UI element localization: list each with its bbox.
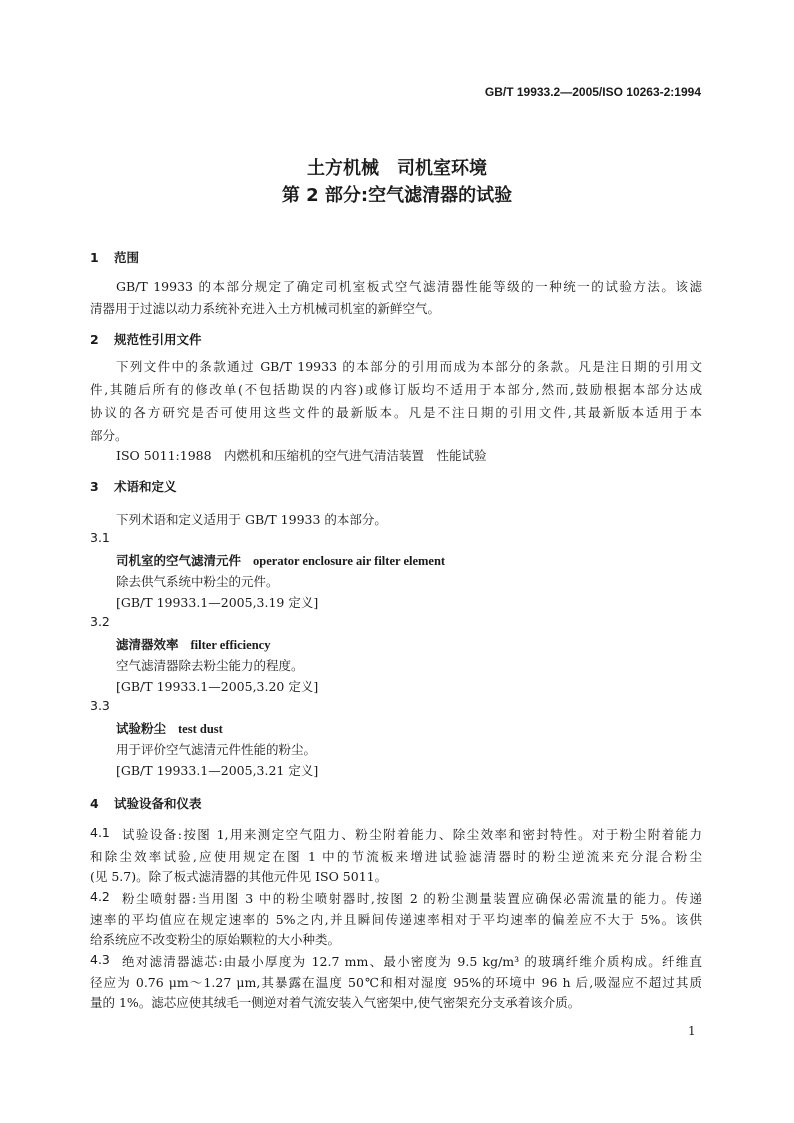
document-title-line-2: 第 2 部分:空气滤清器的试验	[281, 185, 513, 206]
clause-number: 4.2	[90, 889, 110, 904]
term-definition: 空气滤清器除去粉尘能力的程度。	[116, 658, 304, 673]
term-en: filter efficiency	[190, 638, 271, 652]
term-en: operator enclosure air filter element	[253, 554, 446, 568]
normative-reference: ISO 5011:1988 内燃机和压缩机的空气进气清洁装置 性能试验	[116, 448, 487, 463]
paragraph-line: 给系统应不改变粉尘的原始颗粒的大小种类。	[90, 932, 341, 947]
paragraph-line: 量的 1%。滤芯应使其绒毛一侧逆对着气流安装入气密架中,使气密架充分支承着该介质。	[90, 995, 581, 1010]
paragraph-line: 速率的平均值应在规定速率的 5%之内,并且瞬间传递速率相对于平均速率的偏差应不大于 5%。该供	[90, 912, 702, 927]
paragraph-line: 下列文件中的条款通过 GB/T 19933 的本部分的引用而成为本部分的条款。凡是注日期的引用文	[116, 359, 702, 374]
section-1-heading	[90, 248, 139, 266]
paragraph-line: 下列术语和定义适用于 GB/T 19933 的本部分。	[116, 512, 387, 527]
paragraph-line: 粉尘喷射器:当用图 3 中的粉尘喷射器时,按图 2 的粉尘测量装置应确保必需流量的能力。传递	[122, 891, 702, 906]
paragraph-line: 部分。	[90, 428, 128, 443]
term-definition: 除去供气系统中粉尘的元件。	[116, 574, 279, 589]
paragraph-line: 绝对滤清器滤芯:由最小厚度为 12.7 mm、最小密度为 9.5 kg/m³ 的玻璃纤维介质构成。纤维直	[122, 954, 702, 969]
term-zh: 试验粉尘	[116, 721, 167, 736]
term-definition: 用于评价空气滤清元件性能的粉尘。	[116, 742, 317, 757]
paragraph-line: GB/T 19933 的本部分规定了确定司机室板式空气滤清器性能等级的一种统一的试验方法。该滤	[116, 279, 702, 294]
term-source: [GB/T 19933.1—2005,3.21 定义]	[116, 763, 319, 778]
section-3-heading	[90, 477, 177, 495]
section-number: 3	[90, 479, 99, 494]
clause-number: 4.1	[90, 825, 110, 840]
term-source: [GB/T 19933.1—2005,3.20 定义]	[116, 679, 319, 694]
paragraph-line: (见 5.7)。除了板式滤清器的其他元件见 ISO 5011。	[90, 869, 388, 884]
term-source: [GB/T 19933.1—2005,3.19 定义]	[116, 595, 319, 610]
section-4-heading	[90, 794, 202, 812]
section-title: 规范性引用文件	[114, 332, 202, 347]
standard-number: GB/T 19933.2—2005/ISO 10263-2:1994	[484, 85, 701, 99]
paragraph-line: 协议的各方研究是否可使用这些文件的最新版本。凡是不注日期的引用文件,其最新版本适用于本	[90, 405, 702, 420]
section-title: 试验设备和仪表	[114, 796, 202, 811]
term-heading	[116, 719, 223, 737]
document-title-line-1: 土方机械 司机室环境	[307, 158, 487, 179]
section-2-heading	[90, 330, 202, 348]
section-title: 术语和定义	[114, 479, 177, 494]
term-heading	[116, 551, 445, 569]
section-number: 4	[90, 796, 99, 811]
paragraph-line: 径应为 0.76 μm～1.27 μm,其暴露在温度 50℃和相对湿度 95%的环境中 96 h 后,吸湿应不超过其质	[90, 975, 702, 990]
term-heading	[116, 635, 270, 653]
section-number: 1	[90, 250, 99, 265]
paragraph-line: 件,其随后所有的修改单(不包括勘误的内容)或修订版均不适用于本部分,然而,鼓励根据本部分达成	[90, 382, 702, 397]
paragraph-line: 和除尘效率试验,应使用规定在图 1 中的节流板来增进试验滤清器时的粉尘逆流来充分混合粉尘	[90, 849, 702, 864]
section-title: 范围	[114, 250, 140, 265]
term-en: test dust	[178, 722, 223, 736]
paragraph-line: 清器用于过滤以动力系统补充进入土方机械司机室的新鲜空气。	[90, 301, 441, 316]
section-number: 2	[90, 332, 99, 347]
term-number: 3.3	[90, 698, 110, 713]
clause-number: 4.3	[90, 952, 110, 967]
term-number: 3.2	[90, 614, 110, 629]
page-number: 1	[688, 1024, 696, 1038]
paragraph-line: 试验设备:按图 1,用来测定空气阻力、粉尘附着能力、除尘效率和密封特性。对于粉尘附着能力	[122, 827, 702, 842]
term-zh: 滤清器效率	[116, 637, 179, 652]
term-zh: 司机室的空气滤清元件	[116, 553, 242, 568]
term-number: 3.1	[90, 530, 110, 545]
